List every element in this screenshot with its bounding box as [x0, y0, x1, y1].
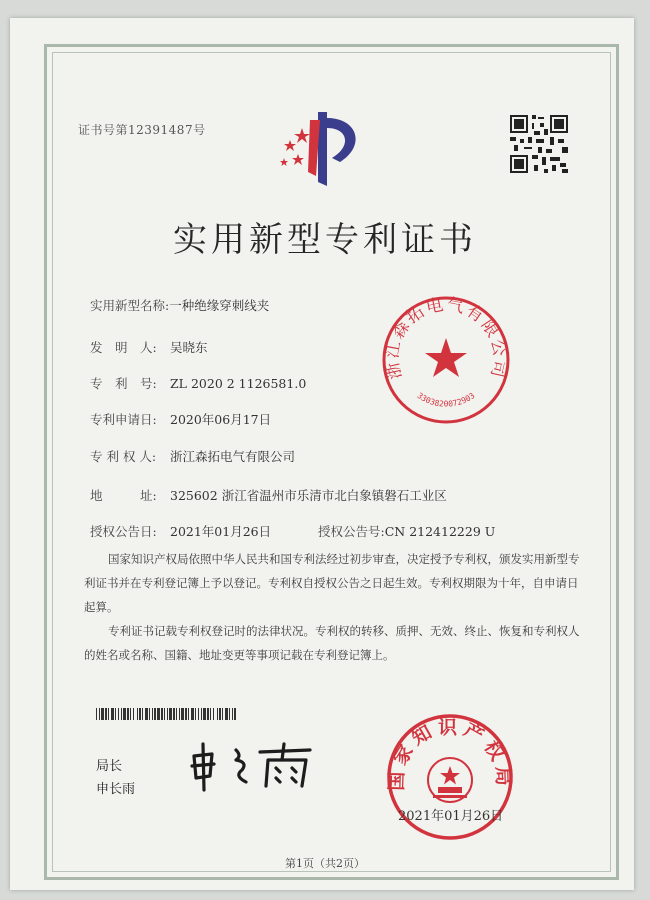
svg-text:3303820072903	[416, 391, 477, 409]
barcode-bar	[179, 708, 180, 720]
barcode-bar	[181, 708, 184, 720]
office-seal-text: 国家知识产权局	[385, 716, 515, 792]
certificate-number: 证书号第12391487号	[78, 123, 206, 137]
barcode-bar	[115, 708, 116, 720]
field-label: 发 明 人:	[90, 340, 157, 355]
barcode-bar	[203, 708, 206, 720]
barcode-bar	[164, 708, 165, 720]
field-label: 专 利 号:	[90, 376, 157, 391]
barcode-bar	[142, 708, 143, 720]
star-icon	[425, 338, 467, 377]
field-label: 授权公告日:	[90, 524, 157, 539]
barcode-bar	[201, 708, 202, 720]
barcode-bar	[121, 708, 122, 720]
barcode-bar	[101, 708, 104, 720]
barcode-bar	[191, 708, 194, 720]
page-indicator: 第1页（共2页）	[285, 857, 365, 870]
barcode-bar	[152, 708, 153, 720]
barcode-bar	[96, 708, 97, 720]
barcode-bar	[185, 708, 187, 720]
qr-code	[508, 113, 570, 175]
barcode-bar	[207, 708, 209, 720]
field-label: 专 利 权 人:	[90, 449, 157, 464]
signatory-name: 申长雨	[96, 782, 136, 797]
barcode-bar	[137, 708, 138, 720]
company-seal	[378, 292, 514, 428]
barcode-bar	[167, 708, 168, 720]
seal-code: 3303820072903	[415, 390, 477, 409]
field-label: 专利申请日:	[90, 412, 157, 427]
grant-date: 2021年01月26日	[398, 809, 504, 824]
field-value: 浙江森拓电气有限公司	[170, 449, 296, 464]
field-label: 地 址:	[90, 488, 157, 503]
grant-statement: 国家知识产权局依照中华人民共和国专利法经过初步审查，决定授予专利权，颁发实用新型专利证书并在专利登记簿上予以登记。专利权自授权公告之日起生效。专利权期限为十年，自申请日起算。	[84, 552, 580, 614]
barcode-bar	[127, 708, 129, 720]
barcode-bar	[108, 708, 109, 720]
barcode-bar	[157, 708, 160, 720]
field-value: 一种绝缘穿刺线夹	[169, 298, 270, 313]
svg-text:浙江森拓电气有限公司	[382, 295, 509, 381]
barcode-bar	[232, 708, 233, 720]
field-address	[90, 486, 447, 504]
barcode-bar	[198, 708, 199, 720]
certificate-title: 实用新型专利证书	[173, 220, 477, 260]
seal-text: 浙江森拓电气有限公司	[382, 294, 510, 382]
barcode-bar	[149, 708, 150, 720]
field-patent-number	[90, 374, 306, 392]
handwritten-signature	[188, 740, 318, 792]
barcode-bar	[173, 708, 175, 720]
barcode-bar	[217, 708, 218, 720]
field-announce-date	[90, 522, 271, 540]
field-value: 2021年01月26日	[170, 524, 272, 539]
legal-status-note: 专利证书记载专利权登记时的法律状况。专利权的转移、质押、无效、终止、恢复和专利权人的姓名或名称、国籍、地址变更等事项记载在专利登记簿上。	[84, 624, 580, 662]
barcode-bar	[213, 708, 214, 720]
field-label: 实用新型名称:	[90, 298, 170, 313]
field-value: 2020年06月17日	[170, 412, 272, 427]
barcode-bar	[118, 708, 119, 720]
cnipa-logo	[278, 106, 374, 190]
barcode-bar	[219, 708, 221, 720]
barcode-bar	[161, 708, 163, 720]
signatory-title: 局长	[96, 759, 123, 774]
barcode	[96, 708, 238, 720]
field-filing-date	[90, 410, 271, 428]
barcode-bar	[99, 708, 100, 720]
barcode-bar	[210, 708, 211, 720]
field-announce-number	[318, 522, 495, 540]
barcode-bar	[123, 708, 126, 720]
barcode-bar	[229, 708, 230, 720]
field-label: 授权公告号:	[318, 524, 385, 539]
barcode-bar	[105, 708, 107, 720]
barcode-bar	[195, 708, 196, 720]
barcode-bar	[139, 708, 141, 720]
barcode-bar	[154, 708, 156, 720]
field-value: 325602 浙江省温州市乐清市北白象镇磐石工业区	[170, 488, 447, 503]
barcode-bar	[188, 708, 189, 720]
field-model-name	[90, 296, 269, 314]
barcode-bar	[234, 708, 236, 720]
field-inventor	[90, 338, 208, 356]
national-emblem-icon	[428, 758, 472, 802]
barcode-bar	[176, 708, 177, 720]
barcode-bar	[225, 708, 228, 720]
barcode-bar	[133, 708, 134, 720]
star-icon	[280, 128, 310, 166]
barcode-bar	[111, 708, 114, 720]
barcode-bar	[130, 708, 131, 720]
barcode-bar	[222, 708, 223, 720]
barcode-bar	[169, 708, 172, 720]
field-patentee	[90, 447, 295, 465]
field-value: CN 212412229 U	[384, 524, 496, 539]
field-value: 吴晓东	[170, 340, 208, 355]
field-value: ZL 2020 2 1126581.0	[170, 376, 307, 391]
barcode-bar	[145, 708, 148, 720]
